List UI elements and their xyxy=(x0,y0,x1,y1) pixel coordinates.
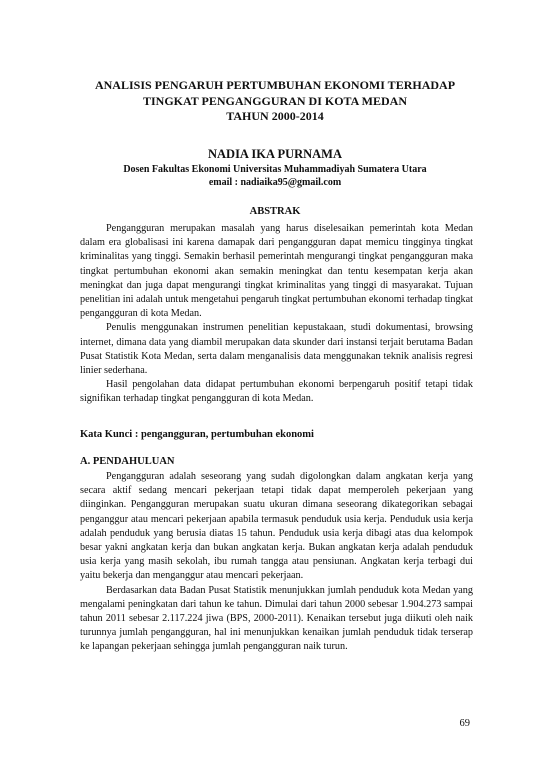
author-name: NADIA IKA PURNAMA xyxy=(207,147,343,161)
title-line: TAHUN 2000-2014 xyxy=(226,109,324,123)
section-body xyxy=(80,470,473,655)
body-paragraph: Berdasarkan data Badan Pusat Statistik menunjukkan jumlah penduduk kota Medan yang mengalami peningkatan dari tahun ke tahun. Dimulai dari tahun 2000 sebesar 1.904.273 sampai tahun 2011 sebesar 2.117.224 jiwa (BPS, 2000-2011). Kenaikan tersebut juga diikuti oleh naik turunnya jumlah pengangguran, hal ini menunjukkan kenaikan jumlah penduduk tidak terserap ke lapangan pekerjaan sehingga jumlah pengangguran naik turun. xyxy=(80,584,473,653)
title-line: ANALISIS PENGARUH PERTUMBUHAN EKONOMI TERHADAP xyxy=(94,78,456,92)
title-line: TINGKAT PENGANGGURAN DI KOTA MEDAN xyxy=(142,93,408,108)
author-email: email : nadiaika95@gmail.com xyxy=(208,176,342,188)
page-number: 69 xyxy=(459,718,470,729)
paper-title xyxy=(70,78,480,125)
abstract-paragraph: Penulis menggunakan instrumen penelitian kepustakaan, studi dokumentasi, browsing internet, dimana data yang diambil merupakan data skunder dari instansi terjait berutama Badan Pusat Statistik Kota Medan, serta dalam menganalisis data menggunakan teknik analisis regresi linier sederhana. xyxy=(80,322,473,377)
affiliation: Dosen Fakultas Ekonomi Universitas Muhammadiyah Sumatera Utara xyxy=(123,164,427,175)
section-heading: A. PENDAHULUAN xyxy=(80,456,175,467)
abstract-paragraph: Pengangguran merupakan masalah yang harus diselesaikan pemerintah kota Medan dalam era globalisasi ini karena damapak dari pengangguran dapat memicu tingginya tingkat kriminalitas yang tinggi. Semakin berhasil pemerintah mengurangi tingkat pengangguran maka tingkat pertumbuhan ekonomi akan semakin meningkat dan tentu kesempatan kerja akan meningkat dan juga dapat mengurangi tingkat kriminalitas yang tinggi di masyarakat. Tujuan penelitian ini adalah untuk mengetahui pengaruh tingkat pertumbuhan ekonomi terhadap tingkat pengangguran di kota Medan. xyxy=(80,223,473,320)
author-affiliation-block xyxy=(70,164,480,189)
body-paragraph: Pengangguran adalah seseorang yang sudah digolongkan dalam angkatan kerja yang secara aktif sedang mencari pekerjaan tetapi tidak dapat memperoleh pekerjaan yang diinginkan. Pengangguran merupakan suatu ukuran dimana seseorang dikategorikan sebagai penganggur atau mencari pekerjaan apabila termasuk penduduk usia kerja. Penduduk usia kerja adalah penduduk yang berusia diatas 15 tahun. Penduduk usia kerja dibagi atas dua kelompok besar yakni angkatan kerja dan bukan angkatan kerja. Bukan angkatan kerja adalah penduduk usia kerja yang masih sekolah, ibu rumah tangga atau pensiunan. Angkatan kerja terbagi dui yaitu bekerja dan menganggur atau mencari pekerjaan. xyxy=(80,471,473,582)
keywords: Kata Kunci : pengangguran, pertumbuhan ekonomi xyxy=(80,429,314,440)
abstract xyxy=(80,222,473,407)
abstract-heading: ABSTRAK xyxy=(249,206,301,217)
abstract-paragraph: Hasil pengolahan data didapat pertumbuhan ekonomi berpengaruh positif tetapi tidak signifikan terhadap tingkat pengangguran di kota Medan. xyxy=(80,379,473,405)
